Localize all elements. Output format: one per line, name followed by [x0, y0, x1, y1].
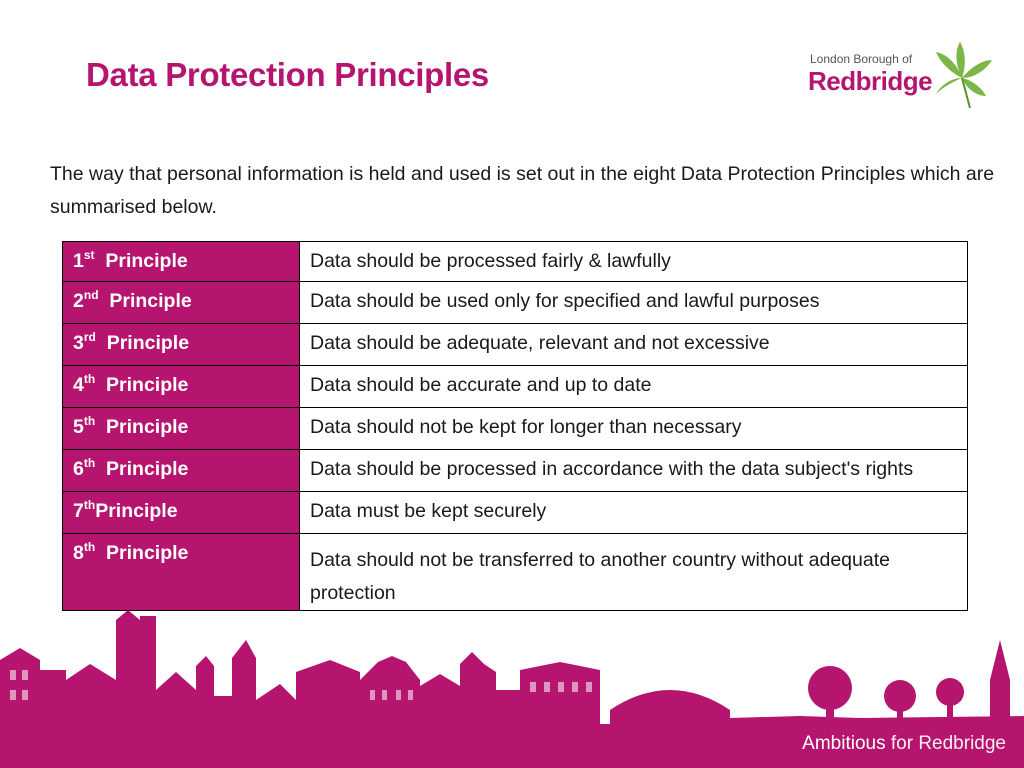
principle-text: Data should be processed in accordance with the data subject's rights [300, 450, 968, 492]
principle-label: 4th Principle [63, 366, 300, 408]
table-row [63, 534, 968, 611]
principle-text: Data should be accurate and up to date [300, 366, 968, 408]
principles-table [62, 241, 968, 611]
table-row [63, 408, 968, 450]
principle-label: 8th Principle [63, 534, 300, 611]
principle-text: Data should be used only for specified and lawful purposes [300, 282, 968, 324]
table-row [63, 366, 968, 408]
principle-text: Data should not be kept for longer than necessary [300, 408, 968, 450]
table-row [63, 242, 968, 282]
council-logo [808, 38, 998, 110]
principle-label: 5th Principle [63, 408, 300, 450]
principle-text: Data must be kept securely [300, 492, 968, 534]
chestnut-leaf-icon [926, 38, 996, 110]
principle-label: 6th Principle [63, 450, 300, 492]
table-row [63, 450, 968, 492]
principle-label: 1st Principle [63, 242, 300, 282]
table-row [63, 324, 968, 366]
table-row [63, 282, 968, 324]
principle-text: Data should not be transferred to another country without adequate protection [300, 534, 968, 611]
logo-small-text: London Borough of [810, 52, 913, 66]
principle-text: Data should be processed fairly & lawfully [300, 242, 968, 282]
page-title: Data Protection Principles [86, 56, 489, 93]
intro-paragraph: The way that personal information is held and used is set out in the eight Data Protection Principles which are summarised below. [50, 163, 995, 218]
logo-big-text: Redbridge [808, 66, 933, 96]
principle-text: Data should be adequate, relevant and not excessive [300, 324, 968, 366]
principle-label: 2nd Principle [63, 282, 300, 324]
footer-slogan: Ambitious for Redbridge [802, 733, 1006, 754]
principle-label: 3rd Principle [63, 324, 300, 366]
table-row [63, 492, 968, 534]
principle-label: 7thPrinciple [63, 492, 300, 534]
